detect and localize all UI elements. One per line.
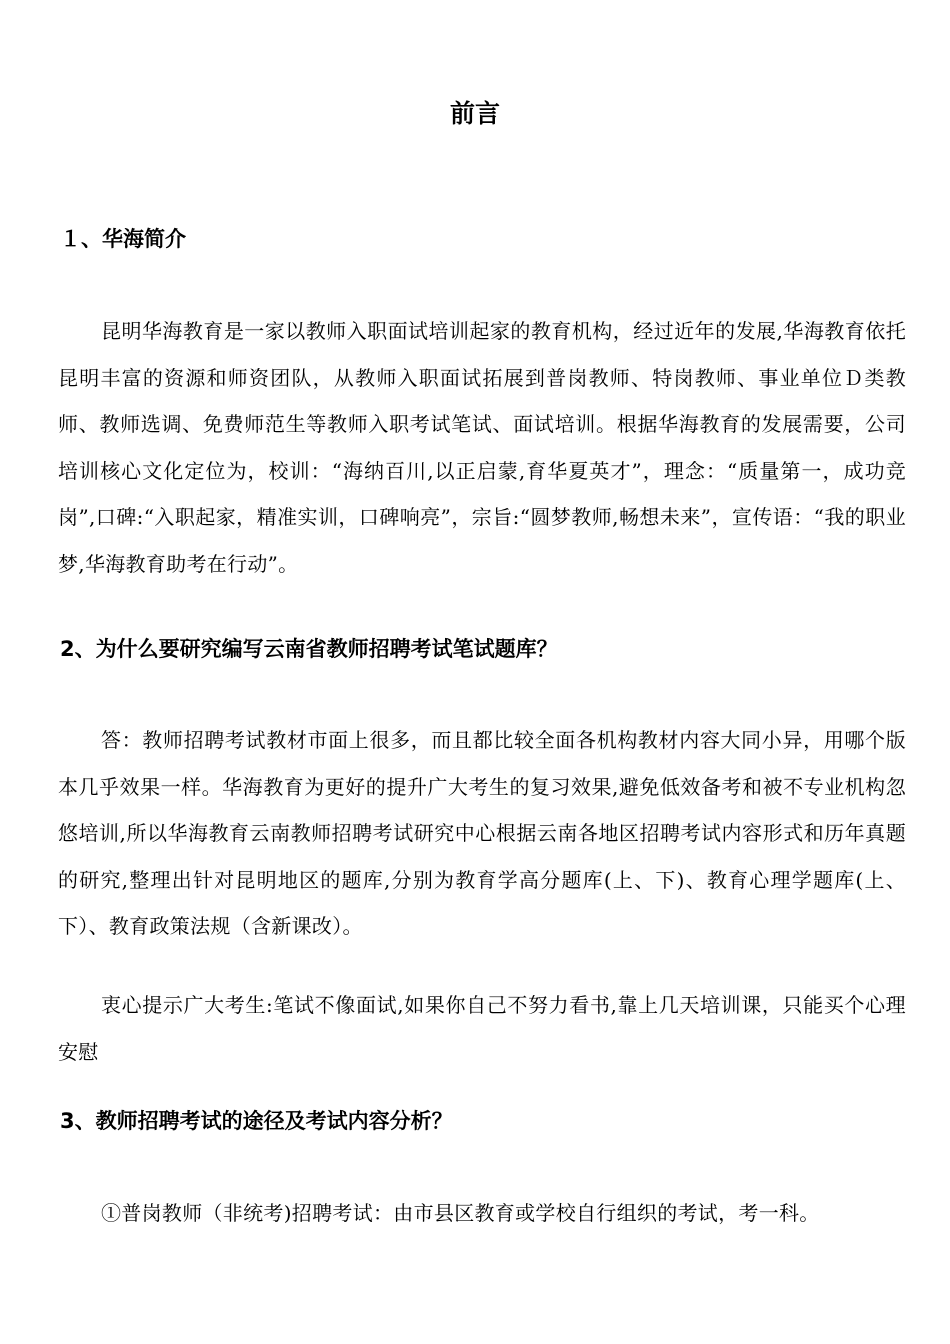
why-tip-paragraph: 衷心提示广大考生:笔试不像面试,如果你自己不努力看书,靠上几天培训课，只能买个心理安慰 bbox=[58, 993, 906, 1064]
section-heading-intro: １、华海简介 bbox=[60, 227, 186, 251]
why-answer-paragraph: 答：教师招聘考试教材市面上很多，而且都比较全面各机构教材内容大同小异，用哪个版本几乎效果一样。华海教育为更好的提升广大考生的复习效果,避免低效备考和被不专业机构忽悠培训,所以华海教育云南教师招聘考试研究中心根据云南各地区招聘考试内容形式和历年真题的研究,整理出针对昆明地区的题库,分别为教育学高分题库(上、下)、教育心理学题库(上、下）、教育政策法规（含新课改）。 bbox=[58, 728, 906, 938]
exam-route-item: ①普岗教师（非统考)招聘考试：由市县区教育或学校自行组织的考试，考一科。 bbox=[101, 1201, 820, 1225]
intro-paragraph: 昆明华海教育是一家以教师入职面试培训起家的教育机构，经过近年的发展,华海教育依托昆明丰富的资源和师资团队，从教师入职面试拓展到普岗教师、特岗教师、事业单位Ｄ类教师、教师选调、免费师范生等教师入职考试笔试、面试培训。根据华海教育的发展需要，公司培训核心文化定位为，校训：“海纳百川,以正启蒙,育华夏英才”，理念：“质量第一，成功竞岗”,口碑:“入职起家，精准实训，口碑响亮”，宗旨:“圆梦教师,畅想未来”，宣传语：“我的职业梦,华海教育助考在行动”。 bbox=[58, 319, 906, 576]
section-heading-exam-routes: 3、教师招聘考试的途径及考试内容分析？ bbox=[60, 1109, 453, 1133]
page-title: 前言 bbox=[449, 99, 500, 128]
section-heading-why: 2、为什么要研究编写云南省教师招聘考试笔试题库？ bbox=[60, 637, 558, 661]
